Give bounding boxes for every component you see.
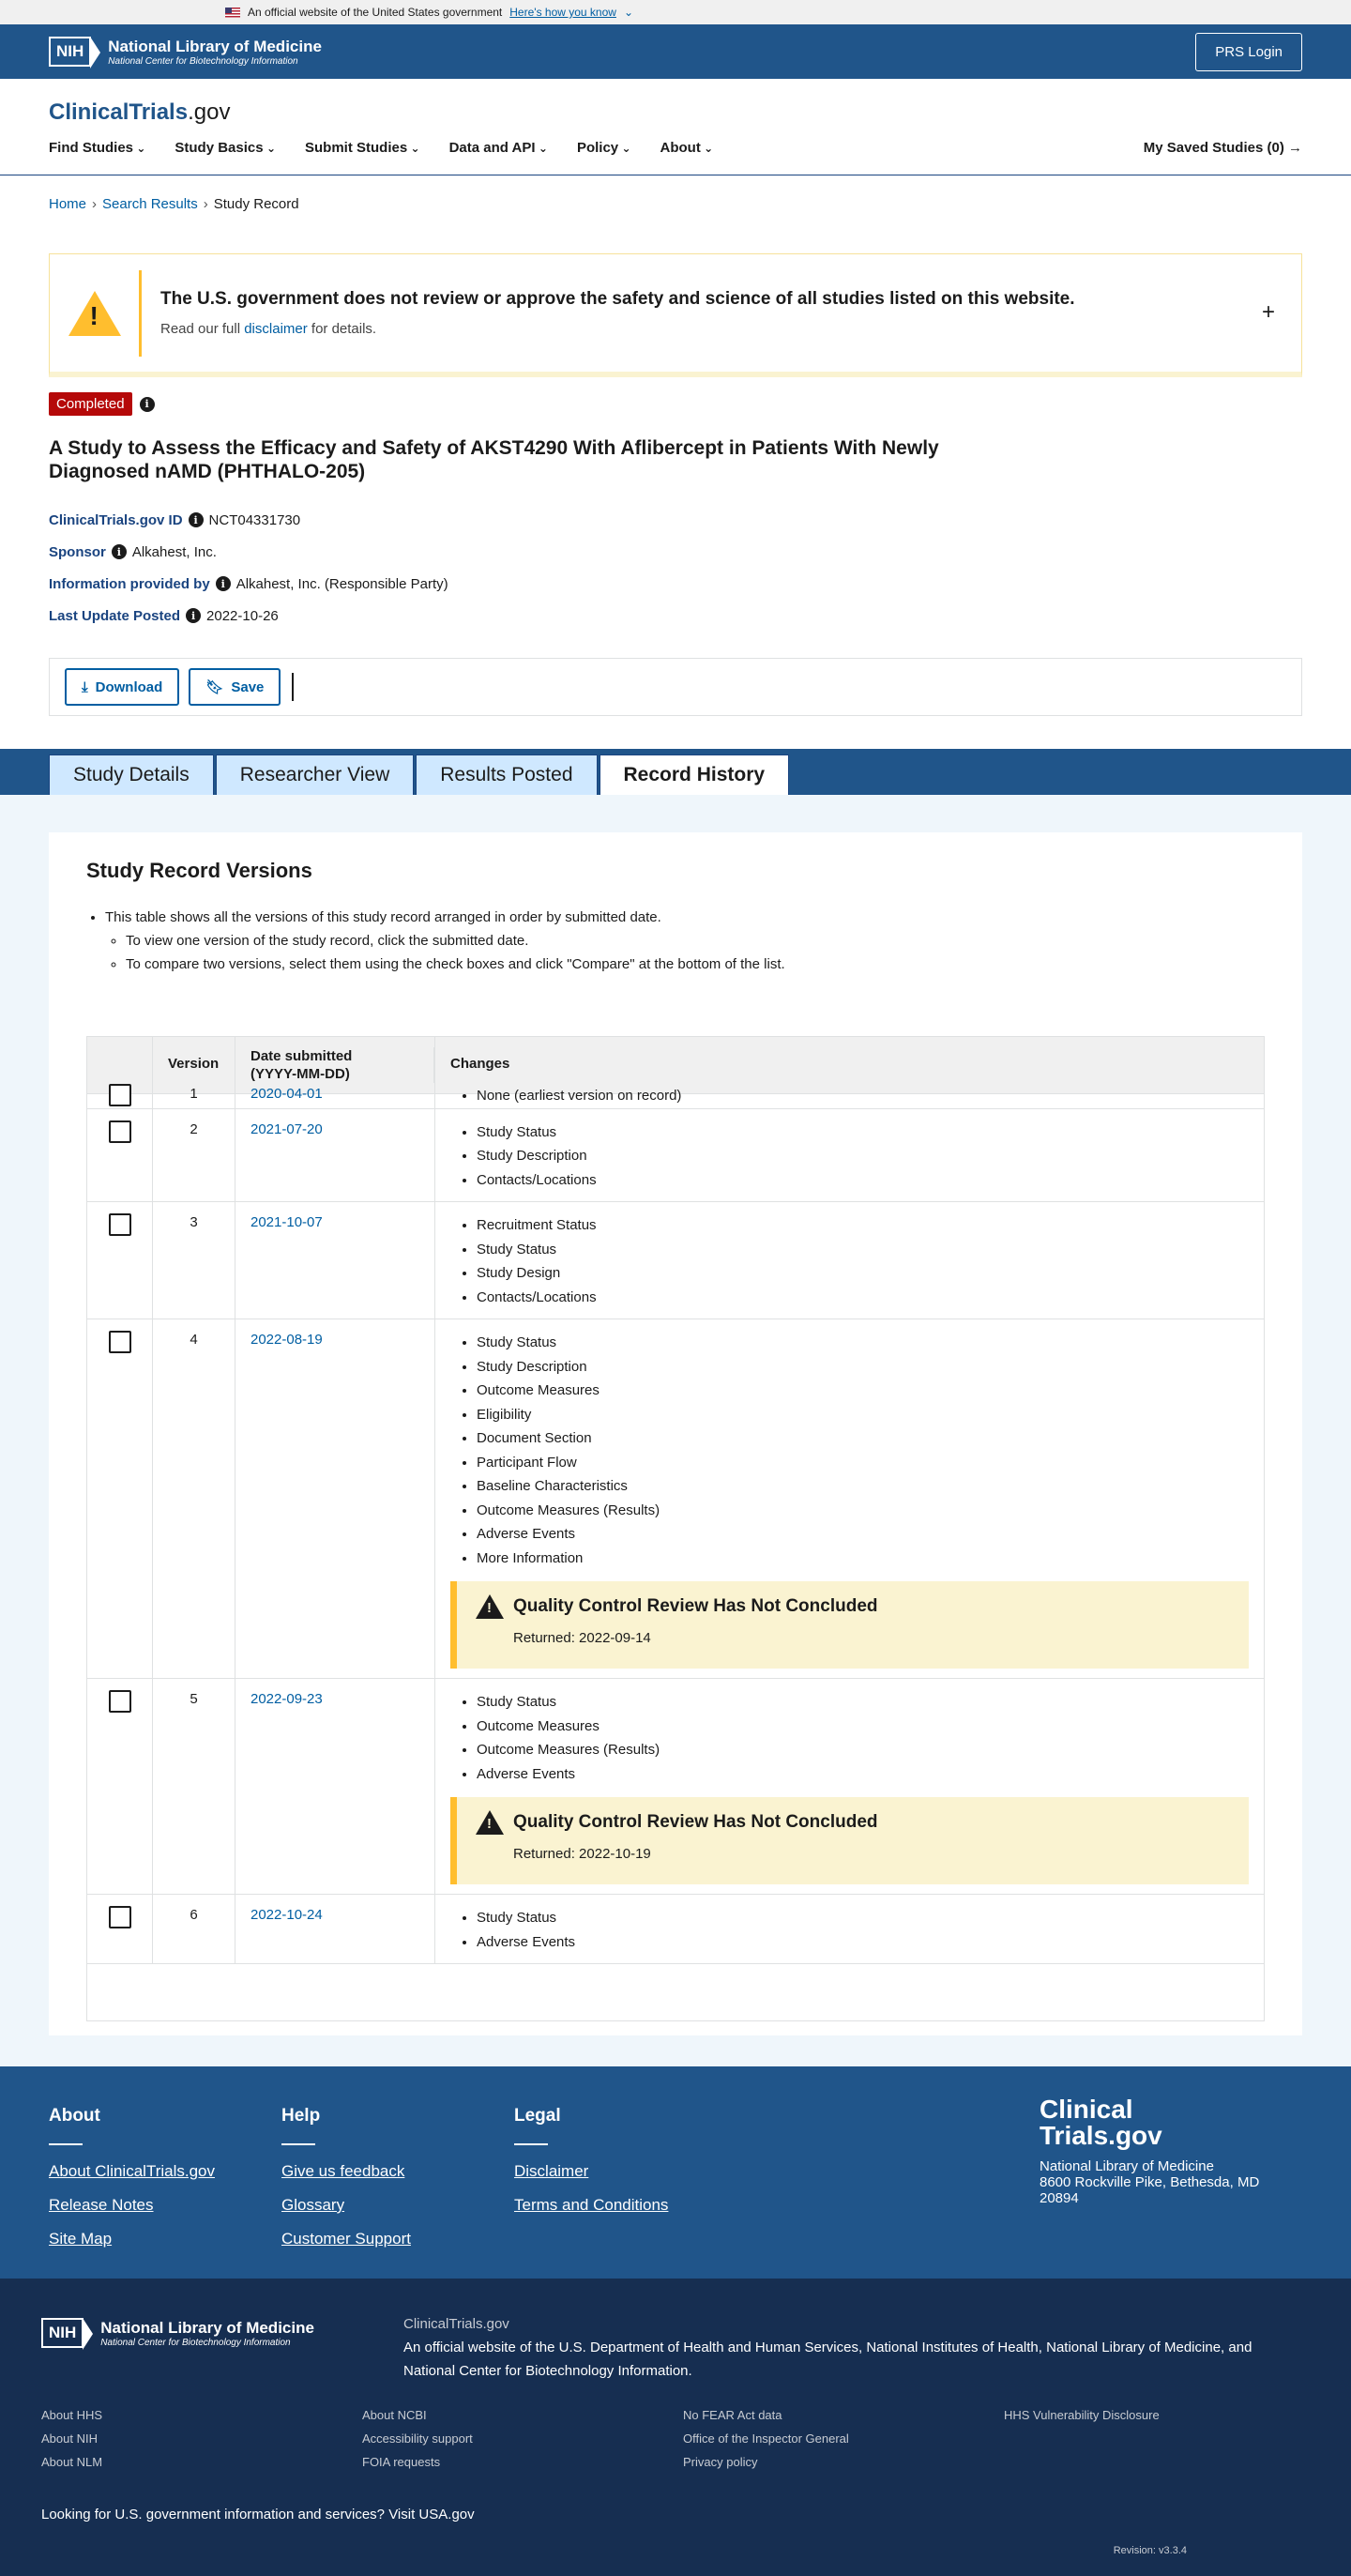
- version-date-link[interactable]: 2022-08-19: [250, 1332, 323, 1348]
- nih-logo-box: NIH: [49, 37, 91, 67]
- footer-link[interactable]: About NIH: [41, 2431, 98, 2446]
- qc-alert: [450, 1797, 1249, 1884]
- gov-banner-text: An official website of the United States government: [248, 6, 503, 19]
- disclaimer-alert: [49, 253, 1302, 377]
- download-icon: ⤓: [82, 678, 88, 695]
- nih-footer-logo[interactable]: NIH National Library of Medicine National Center for Biotechnology Information: [41, 2318, 314, 2348]
- warning-icon: !: [476, 1810, 504, 1835]
- change-item: • Participant Flow: [477, 1451, 1249, 1475]
- tab-study-details[interactable]: Study Details: [49, 755, 214, 795]
- table-row: [87, 1202, 1264, 1319]
- info-provided-label: Information provided by: [49, 575, 210, 592]
- footer-link[interactable]: Disclaimer: [514, 2162, 589, 2180]
- qc-returned: Returned: 2022-10-19: [513, 1846, 651, 1862]
- table-row: [87, 1679, 1264, 1895]
- qc-title: Quality Control Review Has Not Concluded: [513, 1812, 878, 1832]
- compare-checkbox[interactable]: [109, 1690, 131, 1713]
- sponsor-value: Alkahest, Inc.: [131, 543, 217, 560]
- change-item: • Recruitment Status: [477, 1213, 1249, 1238]
- nlm-link[interactable]: National Library of Medicine: [1046, 2340, 1222, 2355]
- version-number: 6: [153, 1895, 235, 1963]
- version-date-link[interactable]: 2021-10-07: [250, 1214, 323, 1230]
- change-item: • Adverse Events: [477, 1522, 1249, 1547]
- table-body: [87, 1084, 1264, 2011]
- changes-list: [450, 1906, 1249, 1954]
- change-item: • More Information: [477, 1547, 1249, 1571]
- heres-how-link[interactable]: Here's how you know: [509, 6, 616, 19]
- footer-link[interactable]: Site Map: [49, 2230, 113, 2248]
- change-item: • Adverse Events: [477, 1762, 1249, 1787]
- nav-find-studies[interactable]: Find Studies ⌄: [49, 140, 145, 156]
- info-icon[interactable]: i: [216, 576, 231, 591]
- table-row: [87, 1109, 1264, 1203]
- id-value: NCT04331730: [208, 511, 301, 528]
- breadcrumb-search-results[interactable]: Search Results: [102, 196, 198, 212]
- qc-returned: Returned: 2022-09-14: [513, 1630, 651, 1646]
- nav-study-basics[interactable]: Study Basics ⌄: [175, 140, 276, 156]
- tab-record-history[interactable]: Record History: [600, 755, 790, 795]
- change-item: • Outcome Measures (Results): [477, 1499, 1249, 1523]
- changes-list: [450, 1120, 1249, 1193]
- warning-icon: !: [68, 291, 121, 336]
- usa-gov-link[interactable]: Visit USA.gov: [388, 2507, 475, 2523]
- info-provided-value: Alkahest, Inc. (Responsible Party): [235, 575, 448, 592]
- footer-link[interactable]: Office of the Inspector General: [683, 2431, 849, 2446]
- change-item: • Study Status: [477, 1906, 1249, 1930]
- footer-link[interactable]: Glossary: [281, 2196, 345, 2214]
- revision: Revision: v3.3.4: [1113, 2545, 1187, 2556]
- info-icon[interactable]: i: [186, 608, 201, 623]
- nav-policy[interactable]: Policy ⌄: [577, 140, 631, 156]
- divider: [292, 673, 294, 701]
- record-history-area: [0, 795, 1351, 2066]
- footer-link[interactable]: About ClinicalTrials.gov: [49, 2162, 215, 2180]
- versions-card: [49, 832, 1302, 2035]
- version-date-link[interactable]: 2022-09-23: [250, 1691, 323, 1707]
- breadcrumb-current: Study Record: [213, 196, 299, 212]
- tab-results-posted[interactable]: Results Posted: [416, 755, 597, 795]
- breadcrumb: [0, 175, 1351, 212]
- nlm-name: National Library of Medicine: [108, 37, 322, 55]
- ncbi-link[interactable]: National Center for Biotechnology Information: [403, 2363, 689, 2379]
- us-flag-icon: [225, 8, 240, 18]
- change-item: • Eligibility: [477, 1403, 1249, 1427]
- action-bar: [49, 658, 1302, 716]
- last-update-value: 2022-10-26: [206, 607, 279, 624]
- save-button[interactable]: 🔖︎ Save: [189, 668, 281, 706]
- nav-about[interactable]: About ⌄: [660, 140, 714, 156]
- versions-table: [86, 1036, 1265, 2021]
- footer-link[interactable]: About NLM: [41, 2455, 103, 2469]
- table-row: [87, 1319, 1264, 1679]
- change-item: • Study Description: [477, 1355, 1249, 1379]
- compare-checkbox[interactable]: [109, 1213, 131, 1236]
- status-badge: Completed: [49, 392, 132, 416]
- site-header: [0, 79, 1351, 175]
- change-item: • Baseline Characteristics: [477, 1474, 1249, 1499]
- nih-link[interactable]: National Institutes of Health: [866, 2340, 1039, 2355]
- change-item: • Study Description: [477, 1144, 1249, 1168]
- qc-title: Quality Control Review Has Not Concluded: [513, 1596, 878, 1616]
- col-changes: Changes: [450, 1056, 510, 1072]
- status-row: [49, 392, 1302, 416]
- change-item: • Outcome Measures: [477, 1715, 1249, 1739]
- change-item: • Contacts/Locations: [477, 1286, 1249, 1310]
- info-icon[interactable]: i: [112, 544, 127, 559]
- intro-item: ◦ To compare two versions, select them using the check boxes and click "Compare" at the bottom of the list.: [126, 953, 1265, 976]
- version-number: 2: [153, 1109, 235, 1202]
- alert-heading: The U.S. government does not review or approve the safety and science of all studies listed on this website.: [160, 289, 1075, 309]
- footer-link[interactable]: Terms and Conditions: [514, 2196, 669, 2214]
- change-item: • Adverse Events: [477, 1930, 1249, 1955]
- footer-link[interactable]: Give us feedback: [281, 2162, 405, 2180]
- hhs-link[interactable]: U.S. Department of Health and Human Services: [558, 2340, 858, 2355]
- change-item: • Study Design: [477, 1261, 1249, 1286]
- footer-link[interactable]: About NCBI: [362, 2408, 427, 2422]
- sponsor-label: Sponsor: [49, 543, 106, 560]
- table-row: [87, 1895, 1264, 1964]
- footer-about: About About ClinicalTrials.gov Release Notes Site Map: [49, 2106, 215, 2248]
- footer-link[interactable]: Customer Support: [281, 2230, 411, 2248]
- gov-banner: [0, 0, 1351, 24]
- info-icon[interactable]: i: [140, 397, 155, 412]
- change-item: • Contacts/Locations: [477, 1168, 1249, 1193]
- chevron-down-icon: ⌄: [623, 6, 634, 19]
- footer-link[interactable]: No FEAR Act data: [683, 2408, 782, 2422]
- warning-icon: !: [476, 1594, 504, 1619]
- chevron-right-icon: ›: [92, 196, 98, 212]
- ncbi-name: National Center for Biotechnology Information: [108, 55, 298, 67]
- tab-bar: [0, 749, 1351, 795]
- footer-help: Help Give us feedback Glossary Customer Support: [281, 2106, 411, 2248]
- col-date: Date submitted (YYYY-MM-DD): [235, 1037, 435, 1093]
- change-item: • None (earliest version on record): [477, 1084, 1249, 1108]
- nav-data-api[interactable]: Data and API ⌄: [449, 140, 548, 156]
- saved-studies-link[interactable]: My Saved Studies (0) →: [1143, 140, 1302, 156]
- changes-list: [450, 1690, 1249, 1786]
- change-item: • Outcome Measures: [477, 1379, 1249, 1403]
- footer-legal: Legal Disclaimer Terms and Conditions: [514, 2106, 669, 2214]
- change-item: • Study Status: [477, 1238, 1249, 1262]
- versions-heading: Study Record Versions: [86, 859, 312, 882]
- tab-researcher-view[interactable]: Researcher View: [216, 755, 415, 795]
- chevron-right-icon: ›: [203, 196, 208, 212]
- change-item: • Study Status: [477, 1120, 1249, 1145]
- changes-list: [450, 1213, 1249, 1309]
- download-button[interactable]: ⤓ Download: [65, 668, 179, 706]
- clinicaltrials-logo[interactable]: ClinicalTrials.gov: [49, 99, 231, 125]
- footer-brand: Clinical Trials.gov National Library of Medicine 8600 Rockville Pike, Bethesda, MD 20894: [1040, 2095, 1260, 2206]
- arrow-right-icon: →: [1288, 140, 1302, 156]
- changes-list: [450, 1331, 1249, 1570]
- footer-official-text: ClinicalTrials.gov An official website of the U.S. Department of Health and Human Services, National Institutes of Health, National Library of Medicine, and National Center for Biotechnology Information.: [403, 2316, 1252, 2379]
- id-label: ClinicalTrials.gov ID: [49, 511, 183, 528]
- info-icon[interactable]: i: [189, 512, 204, 527]
- alert-body: Read our full disclaimer for details.: [160, 321, 377, 337]
- change-item: • Study Status: [477, 1331, 1249, 1355]
- study-title: A Study to Assess the Efficacy and Safety of AKST4290 With Aflibercept in Patients With Newly Diagnosed nAMD (PHTHALO-205): [49, 437, 939, 482]
- compare-checkbox[interactable]: [109, 1331, 131, 1353]
- col-version: Version: [153, 1037, 235, 1093]
- footer-main: [0, 2066, 1351, 2279]
- versions-intro: [86, 906, 1265, 976]
- footer-link[interactable]: HHS Vulnerability Disclosure: [1004, 2408, 1160, 2422]
- version-number: 3: [153, 1202, 235, 1318]
- usa-gov-line: Looking for U.S. government information and services? Visit USA.gov: [41, 2507, 475, 2523]
- change-item: • Study Status: [477, 1690, 1249, 1715]
- nih-bar: [0, 24, 1351, 79]
- version-date-link[interactable]: 2022-10-24: [250, 1907, 323, 1923]
- intro-item: • This table shows all the versions of this study record arranged in order by submitted date.: [105, 906, 1265, 929]
- version-number: 1: [153, 1084, 235, 1108]
- version-number: 4: [153, 1319, 235, 1678]
- changes-list: [450, 1084, 1249, 1108]
- table-row: [87, 1084, 1264, 1109]
- footer-link[interactable]: FOIA requests: [362, 2455, 441, 2469]
- main-nav: [49, 140, 1302, 156]
- qc-alert: [450, 1581, 1249, 1669]
- expand-plus-icon[interactable]: +: [1261, 299, 1275, 325]
- compare-checkbox[interactable]: [109, 1084, 131, 1106]
- version-date-link[interactable]: 2021-07-20: [250, 1120, 323, 1137]
- nih-logo[interactable]: [49, 37, 322, 67]
- change-item: • Document Section: [477, 1426, 1249, 1451]
- footer-link[interactable]: About HHS: [41, 2408, 103, 2422]
- footer-gov-links: [41, 2408, 1325, 2469]
- last-update-label: Last Update Posted: [49, 607, 181, 624]
- prs-login-button[interactable]: PRS Login: [1195, 33, 1302, 71]
- version-date-link[interactable]: 2020-04-01: [250, 1086, 323, 1102]
- footer-link[interactable]: Release Notes: [49, 2196, 154, 2214]
- breadcrumb-home[interactable]: Home: [49, 196, 87, 212]
- nav-submit-studies[interactable]: Submit Studies ⌄: [305, 140, 420, 156]
- compare-checkbox[interactable]: [109, 1906, 131, 1928]
- footer-link[interactable]: Accessibility support: [362, 2431, 473, 2446]
- change-item: • Outcome Measures (Results): [477, 1738, 1249, 1762]
- footer-gov: [0, 2279, 1351, 2576]
- compare-checkbox[interactable]: [109, 1120, 131, 1143]
- version-number: 5: [153, 1679, 235, 1894]
- intro-item: ◦ To view one version of the study record, click the submitted date.: [126, 929, 1265, 953]
- bookmark-icon: 🔖︎: [205, 679, 224, 695]
- study-meta: [49, 504, 1302, 632]
- disclaimer-link[interactable]: disclaimer: [244, 321, 308, 337]
- footer-link[interactable]: Privacy policy: [683, 2455, 758, 2469]
